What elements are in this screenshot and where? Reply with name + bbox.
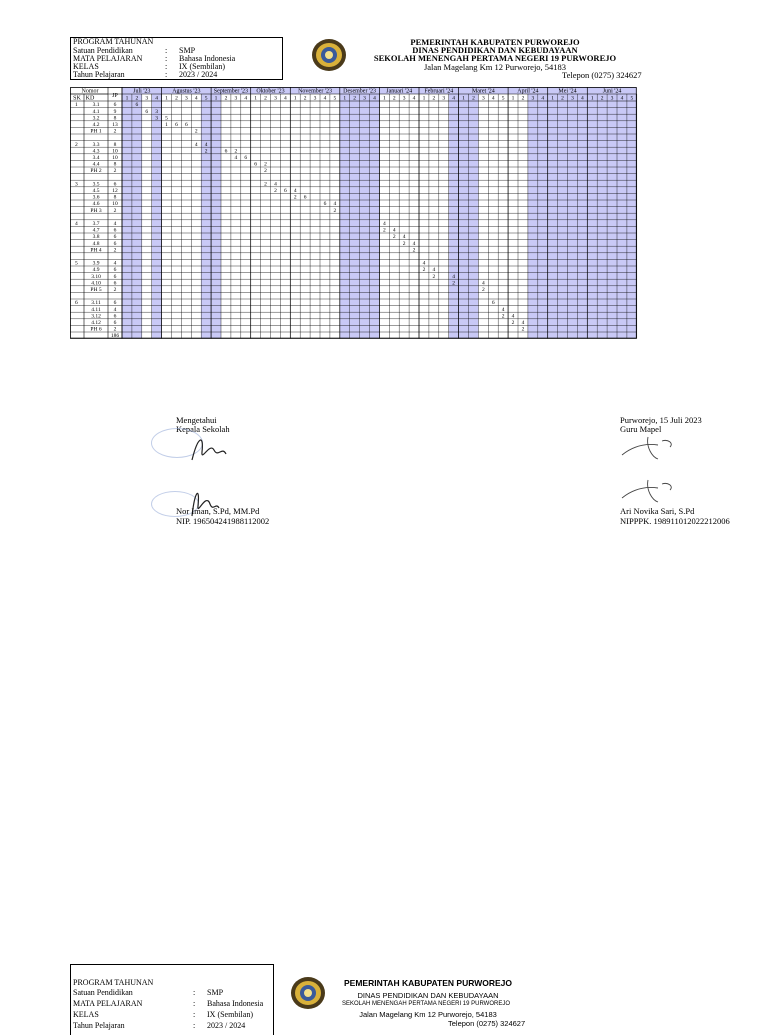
week-cell-value: 6 — [135, 102, 139, 109]
sig-left-line2: Kepala Sekolah — [176, 424, 230, 434]
week-cell-value: 2 — [501, 313, 505, 320]
page2-info-row-tahun: Tahun Pelajaran : 2023 / 2024 — [73, 1021, 246, 1030]
page2-header-line3: SEKOLAH MENENGAH PERTAMA NEGERI 19 PURWOREJO — [341, 1001, 511, 1007]
header-line2: DINAS PENDIDIKAN DAN KEBUDAYAAN — [412, 45, 578, 55]
row-jp: 8 — [113, 141, 117, 148]
row-kd: 3.4 — [92, 155, 100, 161]
week-number: 3 — [442, 95, 446, 102]
page2-header-line5: Telepon (0275) 324627 — [448, 1019, 526, 1028]
month-label: Januari '24 — [386, 88, 413, 95]
row-jp: 2 — [113, 207, 117, 214]
week-number: 2 — [224, 95, 228, 102]
week-cell-value: 6 — [303, 194, 307, 201]
row-jp: 2 — [113, 128, 117, 135]
row-kd: PH 1 — [90, 128, 102, 135]
shaded-week-column — [122, 94, 132, 339]
week-cell-value: 4 — [422, 260, 426, 267]
row-sk: 1 — [75, 102, 78, 109]
week-cell-value: 2 — [264, 161, 267, 168]
month-label: Oktober '23 — [256, 88, 285, 95]
row-jp: 4 — [113, 221, 117, 227]
shaded-week-column — [528, 94, 538, 339]
week-number: 3 — [402, 95, 406, 102]
week-number: 3 — [313, 95, 317, 102]
week-cell-value: 3 — [155, 115, 159, 122]
row-kd: 3.11 — [91, 300, 101, 307]
row-kd: 4.4 — [92, 161, 100, 168]
week-cell-value: 2 — [511, 320, 515, 326]
row-jp: 6 — [113, 313, 117, 320]
row-kd: 3.10 — [91, 273, 101, 280]
info-row-kelas: KELAS : IX (Sembilan) — [73, 62, 225, 71]
page2-school-logo-icon — [290, 976, 326, 1010]
teacher-nip: NIPPPK. 198911012022212006 — [620, 516, 730, 526]
row-kd: 4.6 — [92, 201, 100, 208]
week-number: 4 — [620, 95, 624, 102]
week-number: 1 — [293, 95, 297, 102]
week-number: 1 — [382, 95, 386, 102]
week-cell-value: 2 — [521, 326, 525, 333]
info-row-tahun: Tahun Pelajaran : 2023 / 2024 — [73, 70, 218, 79]
week-number: 3 — [184, 95, 188, 102]
page2-info-row-satuan: Satuan Pendidikan : SMP — [73, 988, 224, 997]
teacher-signature-2-icon — [618, 476, 678, 506]
row-jp: 12 — [112, 188, 118, 194]
col-kd-header: KD — [85, 95, 95, 102]
shaded-week-column — [350, 94, 360, 339]
sig-left-line1: Mengetahui — [176, 415, 217, 425]
principal-signature-icon — [188, 432, 228, 466]
week-cell-value: 1 — [165, 122, 168, 128]
month-label: Februari '24 — [424, 88, 454, 95]
week-cell-value: 2 — [402, 240, 406, 247]
week-number: 2 — [521, 95, 525, 102]
week-number: 4 — [194, 95, 198, 102]
week-number: 4 — [452, 95, 456, 102]
week-number: 2 — [135, 95, 139, 102]
week-number: 4 — [244, 95, 248, 102]
row-kd: 4.12 — [91, 320, 101, 326]
row-kd: 3.3 — [92, 141, 100, 148]
row-sk: 4 — [75, 221, 78, 227]
col-jp-header: JP — [112, 93, 118, 99]
shaded-week-column — [607, 94, 617, 339]
row-jp: 6 — [113, 102, 117, 109]
row-sk: 6 — [75, 300, 78, 307]
row-kd: 4.2 — [92, 122, 100, 128]
teacher-name: Ari Novika Sari, S.Pd — [620, 506, 695, 516]
shaded-week-column — [211, 94, 221, 339]
week-number: 3 — [234, 95, 238, 102]
row-kd: 3.1 — [92, 102, 100, 109]
row-jp: 2 — [113, 168, 117, 175]
week-cell-value: 4 — [392, 227, 396, 234]
row-kd: 3.9 — [92, 260, 100, 267]
month-label: September '23 — [213, 88, 249, 95]
program-title: PROGRAM TAHUNAN — [73, 37, 154, 46]
row-jp: 6 — [113, 320, 117, 326]
month-label: Juli '23 — [133, 88, 151, 95]
week-number: 1 — [462, 95, 465, 102]
week-number: 1 — [343, 95, 347, 102]
week-number: 3 — [274, 95, 277, 102]
week-number: 5 — [333, 95, 337, 102]
program-table — [70, 87, 754, 412]
week-number: 5 — [630, 95, 634, 102]
week-cell-value: 2 — [481, 287, 485, 293]
month-label: Juni '24 — [602, 88, 622, 95]
shaded-week-column — [469, 94, 479, 339]
header-line5: Telepon (0275) 324627 — [562, 70, 642, 80]
row-kd: PH 5 — [90, 287, 102, 293]
week-number: 2 — [353, 95, 357, 102]
week-cell-value: 4 — [293, 188, 297, 194]
shaded-week-column — [577, 94, 587, 339]
row-kd: 4.9 — [92, 267, 100, 274]
row-jp: 2 — [113, 247, 117, 254]
row-kd: 3.2 — [92, 115, 100, 122]
row-jp: 6 — [113, 227, 117, 234]
week-number: 2 — [472, 95, 475, 102]
week-number: 3 — [363, 95, 366, 102]
week-cell-value: 6 — [175, 122, 178, 128]
header-line1: PEMERINTAH KABUPATEN PURWOREJO — [410, 37, 580, 47]
page2-program-title: PROGRAM TAHUNAN — [73, 978, 154, 987]
row-kd: 4.7 — [92, 227, 100, 234]
week-number: 4 — [491, 95, 495, 102]
col-sk-header: SK — [73, 95, 81, 102]
shaded-week-column — [360, 94, 370, 339]
row-jp: 6 — [113, 240, 117, 247]
week-number: 1 — [214, 95, 218, 102]
row-jp: 6 — [113, 267, 117, 274]
week-number: 2 — [264, 95, 267, 102]
week-cell-value: 4 — [234, 155, 238, 161]
week-cell-value: 2 — [422, 267, 426, 274]
row-kd: PH 6 — [90, 326, 102, 333]
week-cell-value: 4 — [511, 313, 515, 320]
page2-info-box — [70, 964, 274, 1035]
shaded-week-column — [597, 94, 607, 339]
teacher-signature-icon — [618, 433, 678, 463]
row-sk: 5 — [75, 260, 78, 267]
page2-info-row-kelas: KELAS : IX (Sembilan) — [73, 1010, 253, 1019]
sig-right-line2: Guru Mapel — [620, 424, 662, 434]
row-jp: 13 — [112, 122, 118, 128]
week-number: 4 — [155, 95, 159, 102]
shaded-week-column — [201, 94, 211, 339]
week-cell-value: 6 — [184, 122, 188, 128]
week-number: 4 — [283, 95, 287, 102]
row-kd: 3.12 — [91, 313, 101, 320]
week-cell-value: 2 — [264, 181, 267, 188]
row-kd: PH 3 — [90, 207, 102, 214]
row-kd: 3.7 — [92, 221, 100, 227]
week-number: 2 — [392, 95, 396, 102]
shaded-week-column — [558, 94, 568, 339]
page2-header-line2: DINAS PENDIDIKAN DAN KEBUDAYAAN — [357, 991, 499, 1000]
week-cell-value: 2 — [204, 148, 208, 155]
week-cell-value: 6 — [254, 161, 258, 168]
week-cell-value: 6 — [244, 155, 248, 161]
shaded-week-column — [152, 94, 162, 339]
week-cell-value: 2 — [293, 194, 297, 201]
week-number: 2 — [432, 95, 436, 102]
principal-nip: NIP. 196504241988112002 — [176, 516, 270, 526]
week-number: 1 — [165, 95, 168, 102]
row-jp: 6 — [113, 273, 117, 280]
shaded-week-column — [617, 94, 627, 339]
row-sk: 3 — [75, 181, 78, 188]
row-kd: 4.1 — [92, 108, 100, 115]
info-row-satuan: Satuan Pendidikan : SMP — [73, 46, 196, 55]
week-number: 3 — [610, 95, 614, 102]
week-cell-value: 2 — [432, 273, 436, 280]
week-cell-value: 4 — [204, 141, 208, 148]
week-number: 1 — [125, 95, 129, 102]
info-box — [70, 37, 283, 80]
row-kd: 4.11 — [91, 306, 101, 313]
week-cell-value: 6 — [224, 148, 228, 155]
row-kd: 4.8 — [92, 240, 100, 247]
row-jp: 8 — [113, 194, 117, 201]
row-jp: 10 — [112, 201, 118, 208]
row-jp: 2 — [113, 287, 117, 293]
row-kd: PH 2 — [90, 168, 102, 175]
week-cell-value: 2 — [382, 227, 386, 234]
week-number: 2 — [303, 95, 307, 102]
week-cell-value: 4 — [382, 221, 386, 227]
week-number: 4 — [580, 95, 584, 102]
week-cell-value: 4 — [452, 273, 456, 280]
week-cell-value: 4 — [412, 240, 416, 247]
week-cell-value: 2 — [264, 168, 267, 175]
row-kd: 3.5 — [92, 181, 100, 188]
shaded-week-column — [568, 94, 578, 339]
row-jp: 8 — [113, 115, 117, 122]
row-jp: 4 — [113, 260, 117, 267]
shaded-week-column — [627, 94, 637, 339]
row-jp: 4 — [113, 306, 117, 313]
row-kd: 3.6 — [92, 194, 100, 201]
week-number: 3 — [481, 95, 485, 102]
shaded-week-column — [132, 94, 142, 339]
week-cell-value: 4 — [432, 267, 436, 274]
shaded-week-column — [370, 94, 380, 339]
week-number: 4 — [412, 95, 416, 102]
week-cell-value: 4 — [194, 141, 198, 148]
row-jp: 9 — [113, 108, 117, 115]
row-sk: 2 — [75, 141, 78, 148]
sig-right-line1: Purworejo, 15 Juli 2023 — [620, 415, 702, 425]
week-cell-value: 2 — [274, 188, 277, 194]
month-label: Mei '24 — [558, 88, 577, 95]
week-number: 1 — [590, 95, 594, 102]
month-label: Desember '23 — [343, 88, 377, 95]
row-kd: 4.5 — [92, 188, 100, 194]
row-kd: 4.3 — [92, 148, 100, 155]
week-cell-value: 4 — [402, 234, 406, 241]
week-number: 3 — [571, 95, 574, 102]
shaded-week-column — [449, 94, 459, 339]
week-cell-value: 2 — [412, 247, 416, 254]
row-kd: 3.8 — [92, 234, 100, 241]
row-kd: 4.10 — [91, 280, 101, 287]
row-jp: 6 — [113, 300, 117, 307]
week-cell-value: 6 — [283, 188, 287, 194]
header-line3: SEKOLAH MENENGAH PERTAMA NEGERI 19 PURWOREJO — [373, 53, 617, 63]
row-kd: PH 4 — [90, 247, 102, 254]
page2-header-line4: Jalan Magelang Km 12 Purworejo, 54183 — [359, 1010, 497, 1019]
week-cell-value: 4 — [274, 181, 277, 188]
info-row-mapel: MATA PELAJARAN : Bahasa Indonesia — [73, 54, 236, 63]
week-number: 2 — [600, 95, 604, 102]
week-cell-value: 5 — [165, 115, 168, 122]
week-number: 1 — [254, 95, 258, 102]
page2-header-line1: PEMERINTAH KABUPATEN PURWOREJO — [344, 978, 512, 988]
month-label: Agustus '23 — [172, 88, 201, 95]
shaded-week-column — [587, 94, 597, 339]
shaded-week-column — [548, 94, 558, 339]
principal-name: Nor Iman, S.Pd, MM.Pd — [176, 506, 260, 516]
row-jp: 8 — [113, 161, 117, 168]
week-cell-value: 4 — [481, 280, 485, 287]
week-cell-value: 2 — [194, 128, 198, 135]
shaded-week-column — [459, 94, 469, 339]
week-number: 1 — [422, 95, 426, 102]
month-label: April '24 — [517, 88, 539, 95]
week-number: 2 — [561, 95, 564, 102]
week-number: 3 — [145, 95, 149, 102]
header-line4: Jalan Magelang Km 12 Purworejo, 54183 — [423, 62, 567, 72]
row-jp: 10 — [112, 148, 118, 155]
month-label: November '23 — [298, 88, 333, 95]
week-cell-value: 6 — [323, 201, 327, 208]
week-cell-value: 2 — [234, 148, 238, 155]
week-number: 1 — [511, 95, 515, 102]
week-cell-value: 2 — [452, 280, 456, 287]
row-jp: 6 — [113, 234, 117, 241]
week-cell-value: 3 — [155, 108, 159, 115]
month-label: Maret '24 — [471, 88, 495, 95]
week-number: 5 — [204, 95, 208, 102]
week-cell-value: 6 — [145, 108, 149, 115]
row-jp: 186 — [110, 333, 120, 340]
week-number: 5 — [501, 95, 505, 102]
row-jp: 2 — [113, 326, 117, 333]
week-number: 1 — [551, 95, 555, 102]
week-number: 4 — [373, 95, 376, 102]
week-number: 3 — [531, 95, 535, 102]
col-nomor-header: Nomor — [81, 88, 99, 95]
week-number: 2 — [175, 95, 178, 102]
shaded-week-column — [340, 94, 350, 339]
page2-info-row-mapel: MATA PELAJARAN : Bahasa Indonesia — [73, 999, 264, 1008]
row-jp: 6 — [113, 280, 117, 287]
week-cell-value: 4 — [333, 201, 337, 208]
week-cell-value: 4 — [521, 320, 525, 326]
week-number: 4 — [323, 95, 327, 102]
week-number: 4 — [541, 95, 545, 102]
row-jp: 6 — [113, 181, 117, 188]
row-jp: 10 — [112, 155, 118, 161]
shaded-week-column — [538, 94, 548, 339]
week-cell-value: 2 — [333, 207, 337, 214]
week-cell-value: 6 — [491, 300, 495, 307]
week-cell-value: 4 — [501, 306, 505, 313]
week-cell-value: 2 — [392, 234, 396, 241]
